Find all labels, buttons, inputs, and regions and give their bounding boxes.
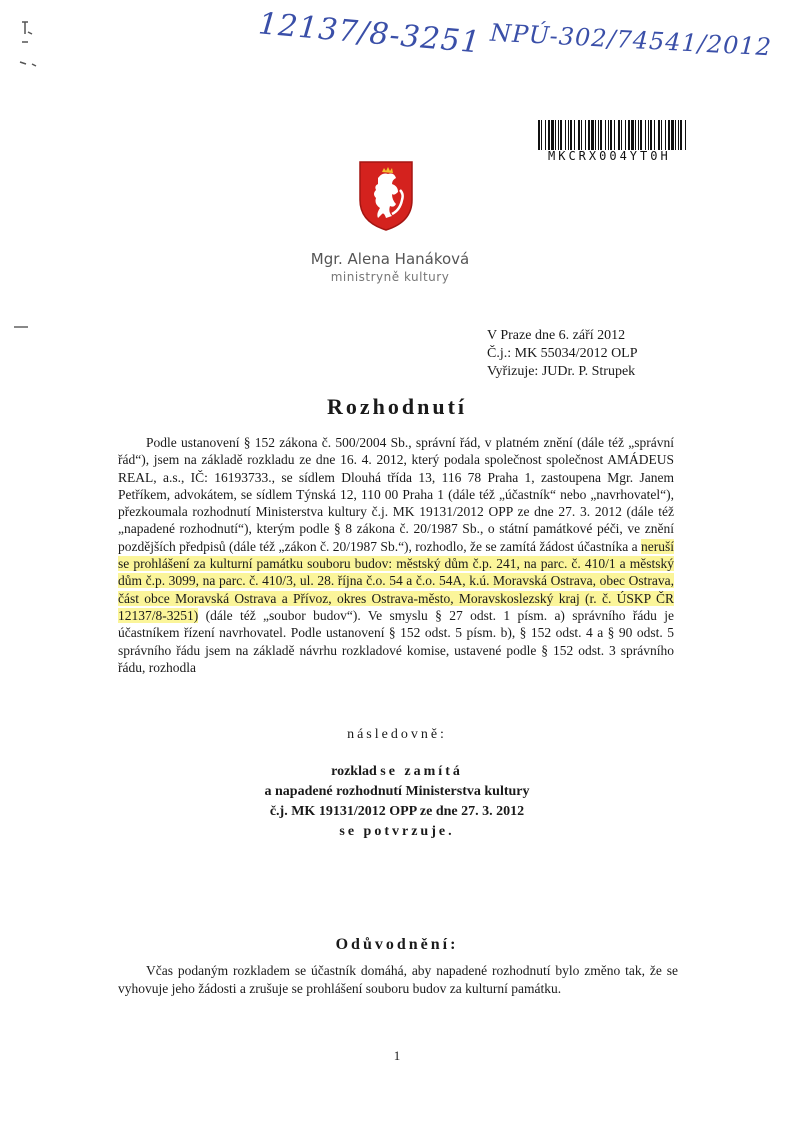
verdict-line-1 (0, 762, 794, 782)
verdict-line-4: se potvrzuje. (339, 824, 455, 839)
body-text-part2: (dále též „soubor budov“). Ve smyslu § 27 odst. 1 písm. a) správního řádu je účastníkem řízení navrhovatel. Podle ustanovení § 152 odst. 5 písm. b), § 152 odst. 4 a § 90 odst. 5 správního řádu jsem na základě návrhu rozkladové komise, ustavené podle § 152 odst. 3 správního řádu, rozhodla (118, 607, 674, 675)
decision-body (118, 434, 674, 676)
barcode-text: MKCRX004YT0H (548, 149, 671, 163)
barcode (538, 120, 690, 150)
document-heading: Rozhodnutí (326, 394, 468, 419)
margin-mark (14, 326, 28, 328)
minister-name: Mgr. Alena Hanáková (310, 250, 470, 268)
reasoning-body (118, 962, 678, 998)
scan-marks (18, 18, 58, 78)
handwritten-registry-number: 12137/8-3251 (256, 6, 483, 61)
place-date: V Praze dne 6. září 2012 (487, 328, 626, 343)
verdict-line-1b: se zamítá (380, 764, 463, 779)
verdict-line-1a: rozklad (331, 764, 381, 779)
verdict-lead: následovně: (347, 727, 447, 742)
page-number: 1 (393, 1048, 401, 1063)
verdict-line-2: a napadené rozhodnutí Ministerstva kultury (264, 784, 530, 799)
verdict (0, 762, 794, 842)
body-paragraph (118, 434, 674, 676)
document-meta (487, 327, 638, 381)
minister-title: ministryně kultury (330, 270, 450, 284)
handwritten-file-number: NPÚ-302/74541/2012 (489, 18, 773, 62)
czech-lion-emblem-icon (358, 160, 414, 232)
handled-by: Vyřizuje: JUDr. P. Strupek (487, 364, 636, 379)
reasoning-paragraph: Včas podaným rozkladem se účastník domáhá, aby napadené rozhodnutí bylo změno tak, že se vyhovuje jeho žádosti a zrušuje se prohlášení souboru budov za kulturní památku. (118, 963, 678, 996)
reasoning-heading: Odůvodnění: (335, 936, 459, 953)
reference-number: Č.j.: MK 55034/2012 OLP (487, 346, 638, 361)
verdict-line-3: č.j. MK 19131/2012 OPP ze dne 27. 3. 2012 (269, 804, 525, 819)
body-text-part1: Podle ustanovení § 152 zákona č. 500/2004 Sb., správní řád, v platném znění (dále též „správní řád“), jsem na základě rozkladu ze dne 16. 4. 2012, který podala společnost společnost AMÁDEUS REAL, a.s., IČ: 16193733., se sídlem Dlouhá třída 13, 116 78 Praha 1, zastoupena Mgr. Janem Petříkem, advokátem, se sídlem Týnská 12, 110 00 Praha 1 (dále též „účastník“ nebo „navrhovatel“), přezkoumala rozhodnutí Ministerstva kultury č.j. MK 19131/2012 OPP ze dne 27. 3. 2012 (dále též „napadené rozhodnutí“), kterým podle § 8 zákona č. 20/1987 Sb., o státní památkové péči, ve znění pozdějších předpisů (dále též „zákon č. 20/1987 Sb.“), rozhodlo, že se zamítá žádost účastníka a (118, 435, 674, 554)
highlighted-text: neruší se prohlášení za kulturní památku souboru budov: městský dům č.p. 241, na parc. č. 410/1 a městský dům č.p. 3099, na parc. č. 410/3, ul. 28. října č.o. 54 a č.o. 54A, k.ú. Moravská Ostrava, obec Ostrava, část obce Moravská Ostrava a Přívoz, okres Ostrava-město, Moravskoslezský kraj (r. č. ÚSKP ČR 12137/8-3251) (118, 538, 674, 623)
